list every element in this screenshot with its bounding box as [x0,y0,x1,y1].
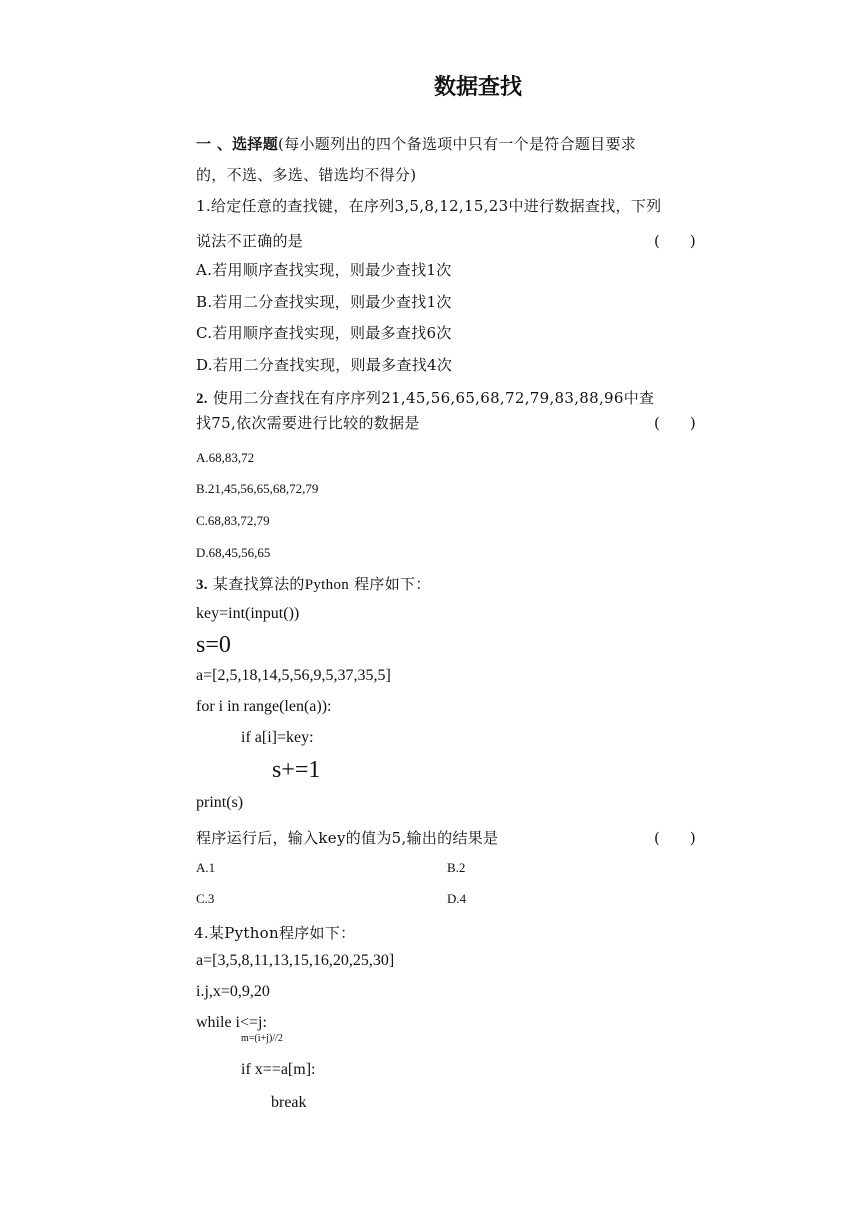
section-label: 一 、选择题 [196,135,279,153]
section-instruction-2: 的，不选、多选、错选均不得分) [196,166,417,184]
q3-code-line-2: s=0 [196,632,231,658]
q4-code-line-6: break [271,1094,307,1111]
q3-stem-a: 某查找算法的 [207,575,305,593]
q4-code-line-5: if x==a[m]: [241,1061,316,1078]
q1-stem-line1: 1.给定任意的查找键，在序列3,5,8,12,15,23中进行数据查找，下列 [196,197,662,215]
section-heading [196,133,636,154]
q3-code-line-5: if a[i]=key: [241,729,314,746]
q4-code-line-4: m=(i+j)//2 [241,1033,283,1044]
q3-code-line-3: a=[2,5,18,14,5,56,9,5,37,35,5] [196,667,391,684]
section-instruction-1: (每小题列出的四个备选项中只有一个是符合题目要求 [278,135,637,153]
q1-stem-line2: 说法不正确的是 [196,232,304,250]
q1-option-b: B.若用二分查找实现，则最少查找1次 [196,293,452,311]
q2-answer-paren: ( ) [654,414,696,432]
q1-answer-paren: ( ) [654,232,696,250]
q3-stem-c: 程序如下： [349,575,431,593]
q2-option-b: B.21,45,56,65,68,72,79 [196,481,319,496]
q4-code-line-2: i.j,x=0,9,20 [196,983,270,1000]
q3-option-d: D.4 [447,891,467,906]
q3-option-c: C.3 [196,891,215,906]
q3-answer-paren: ( ) [654,829,696,847]
q3-code-line-1: key=int(input()) [196,605,300,622]
q3-question: 程序运行后，输入key的值为5,输出的结果是 [196,829,499,847]
q2-number: 2. [196,391,208,407]
q2-option-c: C.68,83,72,79 [196,513,270,528]
q3-number: 3. [196,577,208,593]
q2-stem-line1 [196,387,654,408]
q4-stem: 4.某Python程序如下： [194,924,356,942]
q3-stem-python: Python [304,577,350,593]
q4-code-line-3: while i<=j: [196,1014,267,1031]
q2-stem-text: 使用二分查找在有序序列21,45,56,65,68,72,79,83,88,96中查 [207,389,655,407]
q1-option-d: D.若用二分查找实现，则最多查找4次 [196,356,453,374]
q4-code-line-1: a=[3,5,8,11,13,15,16,20,25,30] [196,952,395,969]
q3-code-line-4: for i in range(len(a)): [196,698,332,715]
q1-option-c: C.若用顺序查找实现，则最多查找6次 [196,324,452,342]
q1-option-a: A.若用顺序查找实现，则最少查找1次 [196,261,452,279]
q3-option-a: A.1 [196,860,216,875]
q2-stem-line2: 找75,依次需要进行比较的数据是 [196,414,420,432]
q3-code-line-7: print(s) [196,794,244,811]
q3-option-b: B.2 [447,860,466,875]
q2-option-a: A.68,83,72 [196,450,255,465]
page-title: 数据查找 [433,75,522,100]
q2-option-d: D.68,45,56,65 [196,545,271,560]
q3-stem [196,573,431,594]
q3-code-line-6: s+=1 [272,757,321,783]
